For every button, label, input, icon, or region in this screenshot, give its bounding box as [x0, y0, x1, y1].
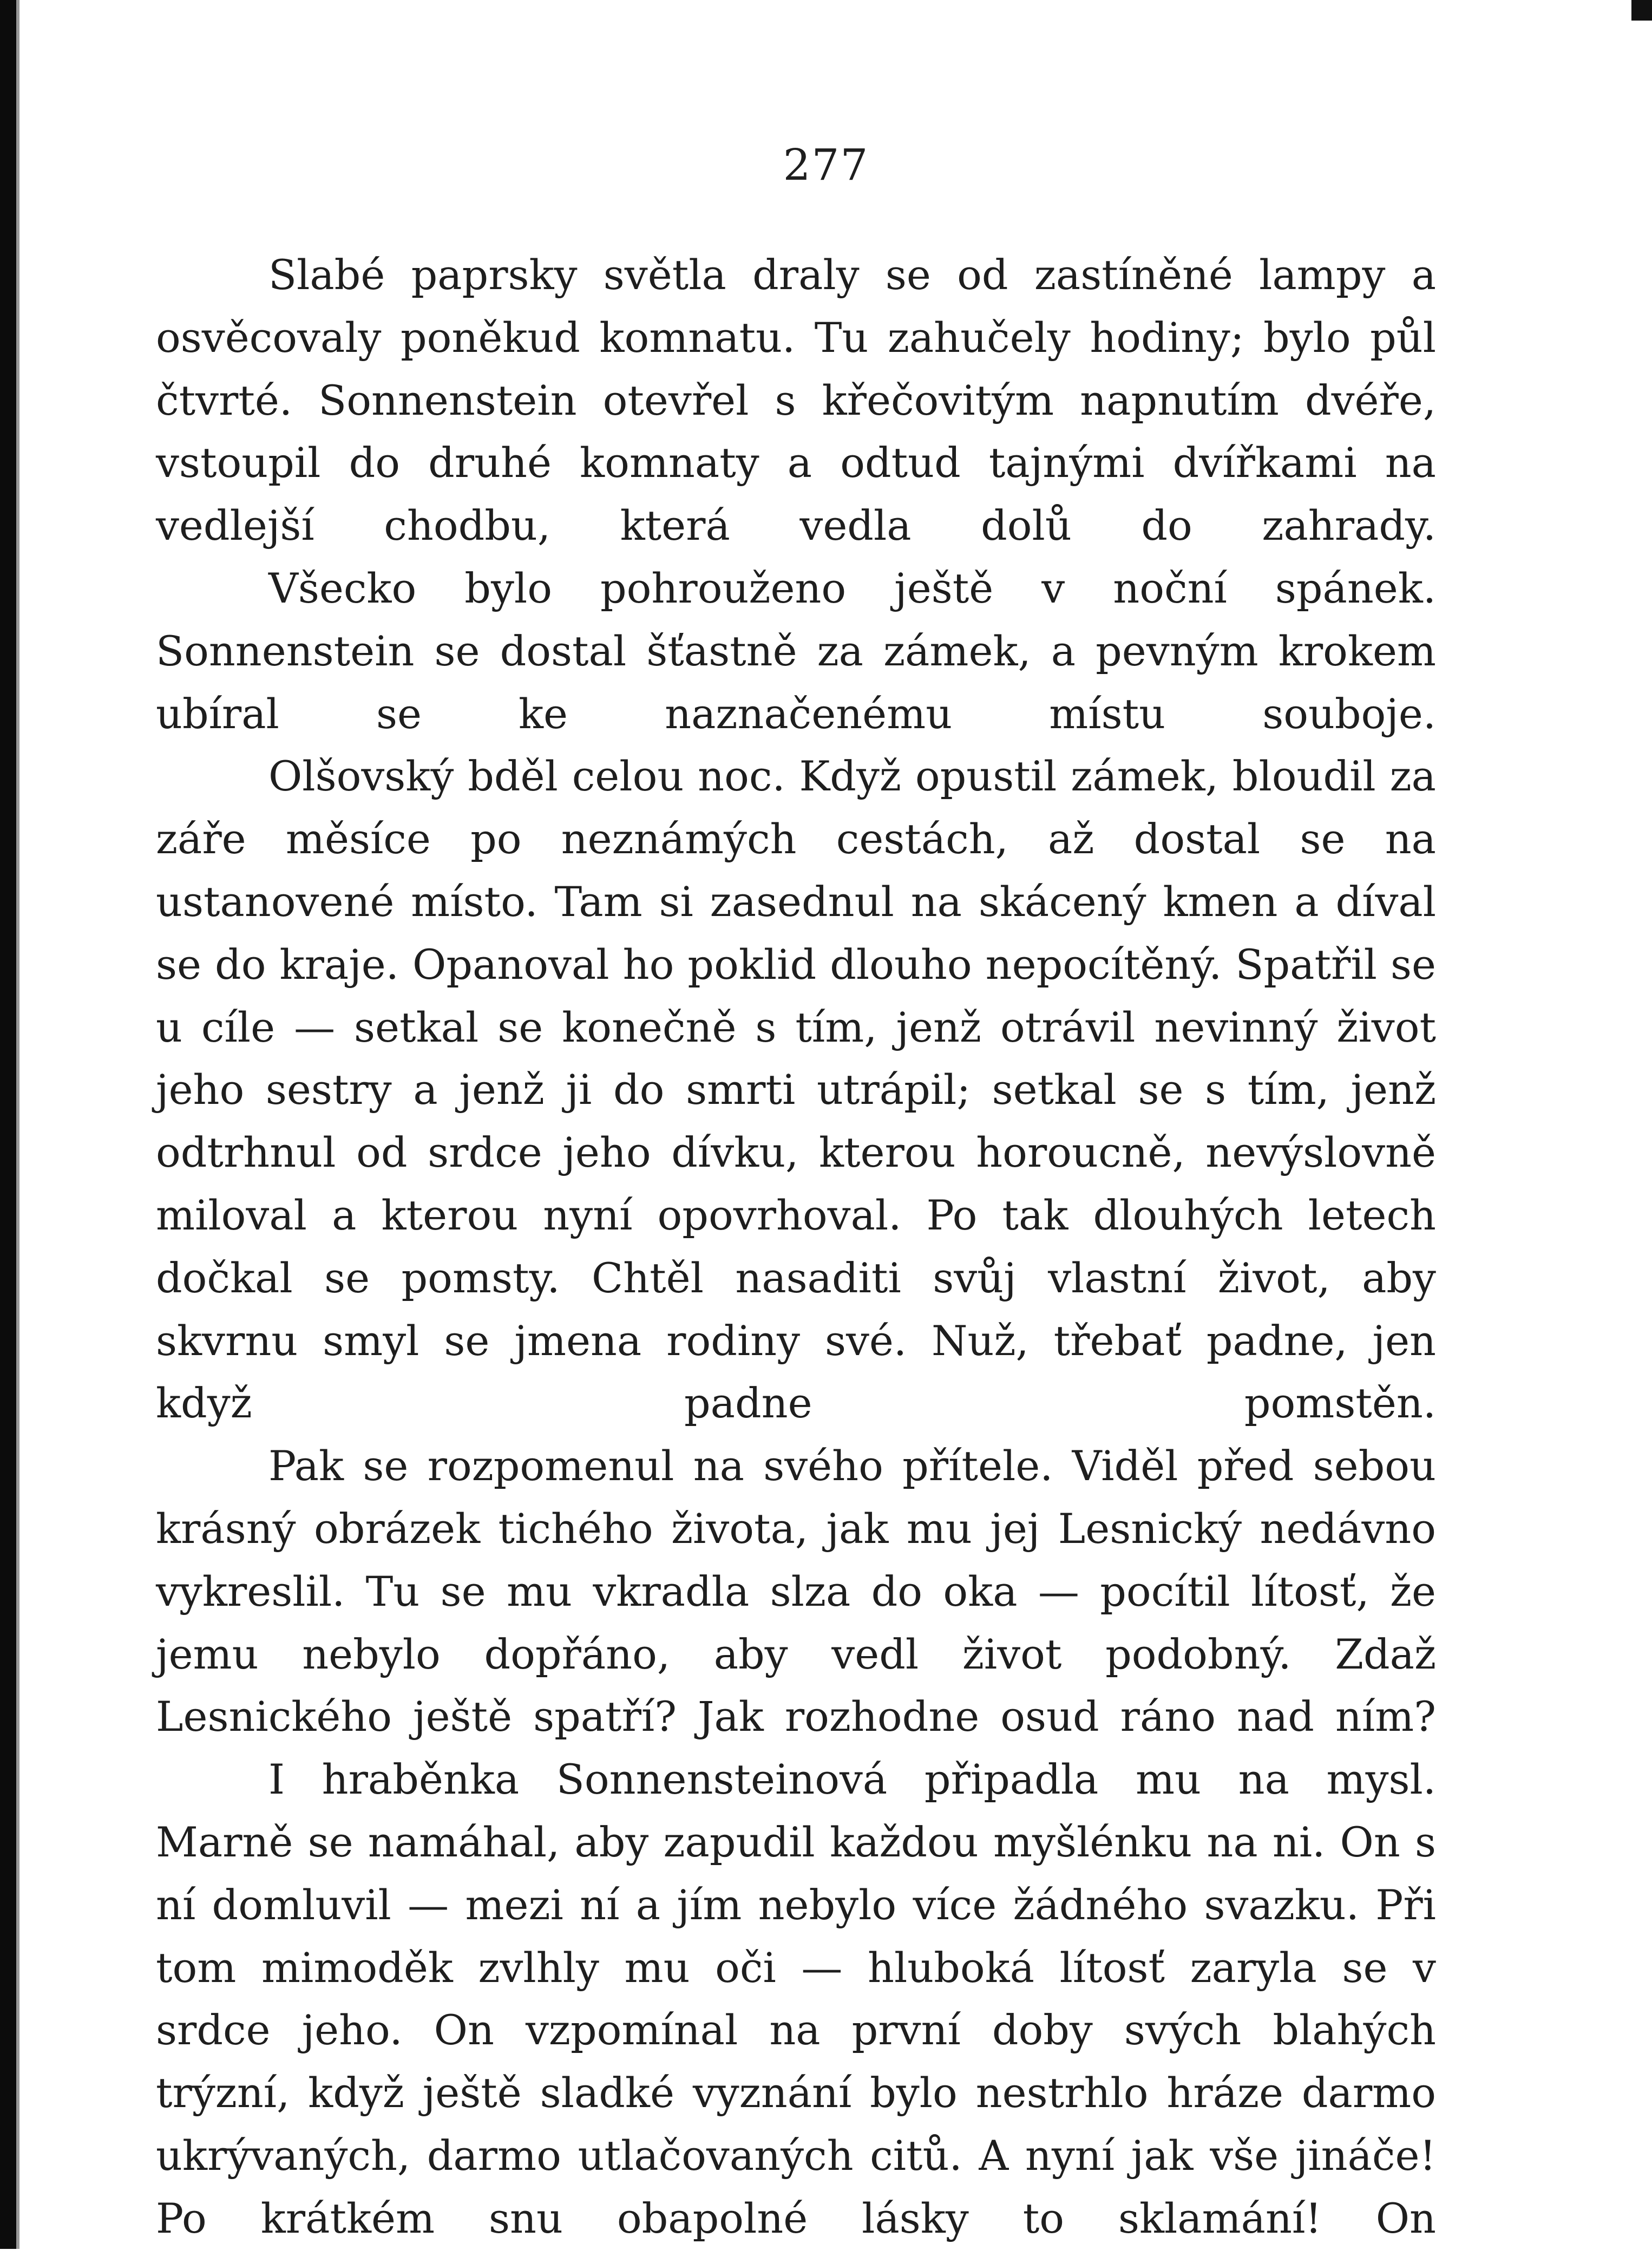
paragraph: Olšovský bděl celou noc. Když opustil zámek, bloudil za záře měsíce po neznámých cestách, až dostal se na ustanovené místo. Tam si zasednul na skácený kmen a díval se do kraje. Opanoval ho poklid dlouho nepocítěný. Spatřil se u cíle — setkal se konečně s tím, jenž otrávil nevinný život jeho sestry a jenž ji do smrti utrápil; setkal se s tím, jenž odtrhnul od srdce jeho dívku, kterou horoucně, nevýslovně miloval a kterou nyní opovrhoval. Po tak dlouhých letech dočkal se pomsty. Chtěl nasaditi svůj vlastní život, aby skvrnu smyl se jmena rodiny své. Nuž, třebať padne, jen když padne pomstěn.	[156, 752, 1436, 1428]
paragraph: I hraběnka Sonnensteinová připadla mu na mysl. Marně se namáhal, aby zapudil každou myšlénku na ni. On s ní domluvil — mezi ní a jím nebylo více žádného svazku. Při tom mimoděk zvlhly mu oči — hluboká lítosť zaryla se v srdce jeho. On vzpomínal na první doby svých blahých trýzní, když ještě sladké vyznání bylo nestrhlo hráze darmo ukrývaných, darmo utlačovaných citů. A nyní jak vše jináče! Po krátkém snu obapolné lásky to sklamání! On	[156, 1755, 1436, 2242]
page-number: 277	[783, 140, 869, 190]
body-text	[156, 244, 1436, 2250]
paragraph: Pak se rozpomenul na svého přítele. Viděl před sebou krásný obrázek tichého života, jak mu jej Lesnický nedávno vykreslil. Tu se mu vkradla slza do oka — pocítil lítosť, že jemu nebylo dopřáno, aby vedl život podobný. Zdaž Lesnického ještě spatří? Jak rozhodne osud ráno nad ním?	[156, 1442, 1436, 1741]
paragraph: Všecko bylo pohrouženo ještě v noční spánek. Sonnenstein se dostal šťastně za zámek, a pevným krokem ubíral se ke naznačenému místu souboje.	[156, 564, 1436, 738]
paragraph: Slabé paprsky světla draly se od zastíněné lampy a osvěcovaly poněkud komnatu. Tu zahučely hodiny; bylo půl čtvrté. Sonnenstein otevřel s křečovitým napnutím dvéře, vstoupil do druhé komnaty a odtud tajnými dvířkami na vedlejší chodbu, která vedla dolů do zahrady.	[156, 251, 1436, 550]
